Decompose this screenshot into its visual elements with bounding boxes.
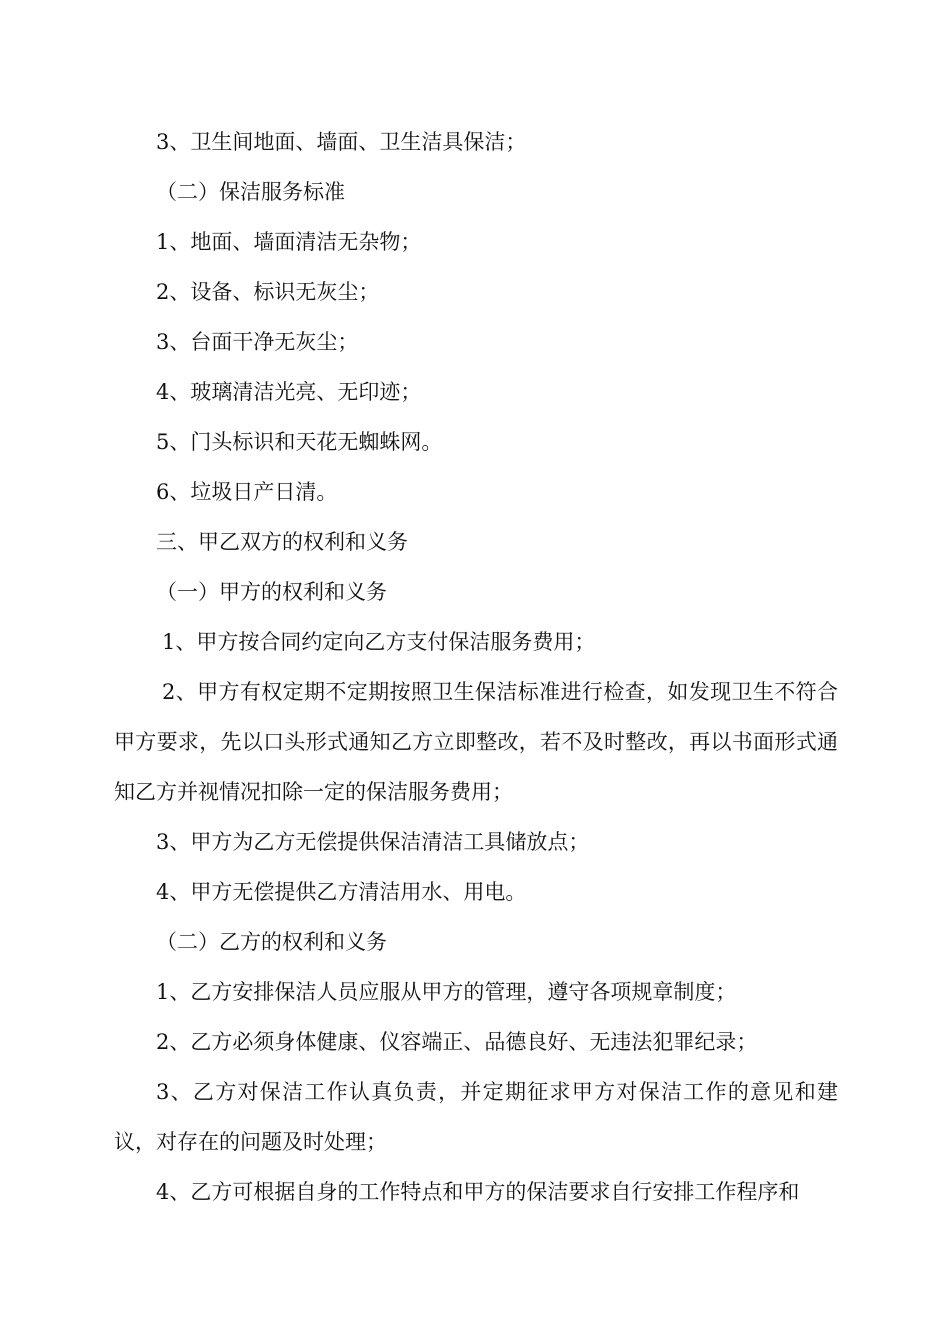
paragraph-party-b-1: 1、乙方安排保洁人员应服从甲方的管理，遵守各项规章制度；	[156, 980, 737, 1004]
paragraph-standard-4: 4、玻璃清洁光亮、无印迹；	[156, 380, 422, 404]
paragraph-party-b-3: 3、乙方对保洁工作认真负责，并定期征求甲方对保洁工作的意见和建议，对存在的问题及时处理；	[114, 1080, 838, 1154]
paragraph-party-a-1: 1、甲方按合同约定向乙方支付保洁服务费用；	[162, 630, 596, 654]
heading-cleaning-standards: （二）保洁服务标准	[156, 180, 345, 204]
paragraph-party-a-2: 2、甲方有权定期不定期按照卫生保洁标准进行检查，如发现卫生不符合甲方要求，先以口头形式通知乙方立即整改，若不及时整改，再以书面形式通知乙方并视情况扣除一定的保洁服务费用；	[114, 680, 838, 804]
paragraph-standard-1: 1、地面、墙面清洁无杂物；	[156, 230, 422, 254]
heading-rights-and-obligations: 三、甲乙双方的权利和义务	[156, 530, 408, 554]
document-body	[114, 117, 838, 1217]
paragraph-standard-6: 6、垃圾日产日清。	[156, 480, 338, 504]
paragraph-party-b-4: 4、乙方可根据自身的工作特点和甲方的保洁要求自行安排工作程序和	[156, 1180, 800, 1204]
heading-party-a: （一）甲方的权利和义务	[156, 580, 387, 604]
heading-party-b: （二）乙方的权利和义务	[156, 930, 387, 954]
paragraph-standard-5: 5、门头标识和天花无蜘蛛网。	[156, 430, 443, 454]
paragraph-standard-3: 3、台面干净无灰尘；	[156, 330, 359, 354]
paragraph-party-a-3: 3、甲方为乙方无偿提供保洁清洁工具储放点；	[156, 830, 590, 854]
paragraph-party-a-4: 4、甲方无偿提供乙方清洁用水、用电。	[156, 880, 527, 904]
paragraph-restroom-cleaning: 3、卫生间地面、墙面、卫生洁具保洁；	[156, 130, 527, 154]
paragraph-party-b-2: 2、乙方必须身体健康、仪容端正、品德良好、无违法犯罪纪录；	[156, 1030, 758, 1054]
paragraph-standard-2: 2、设备、标识无灰尘；	[156, 280, 380, 304]
